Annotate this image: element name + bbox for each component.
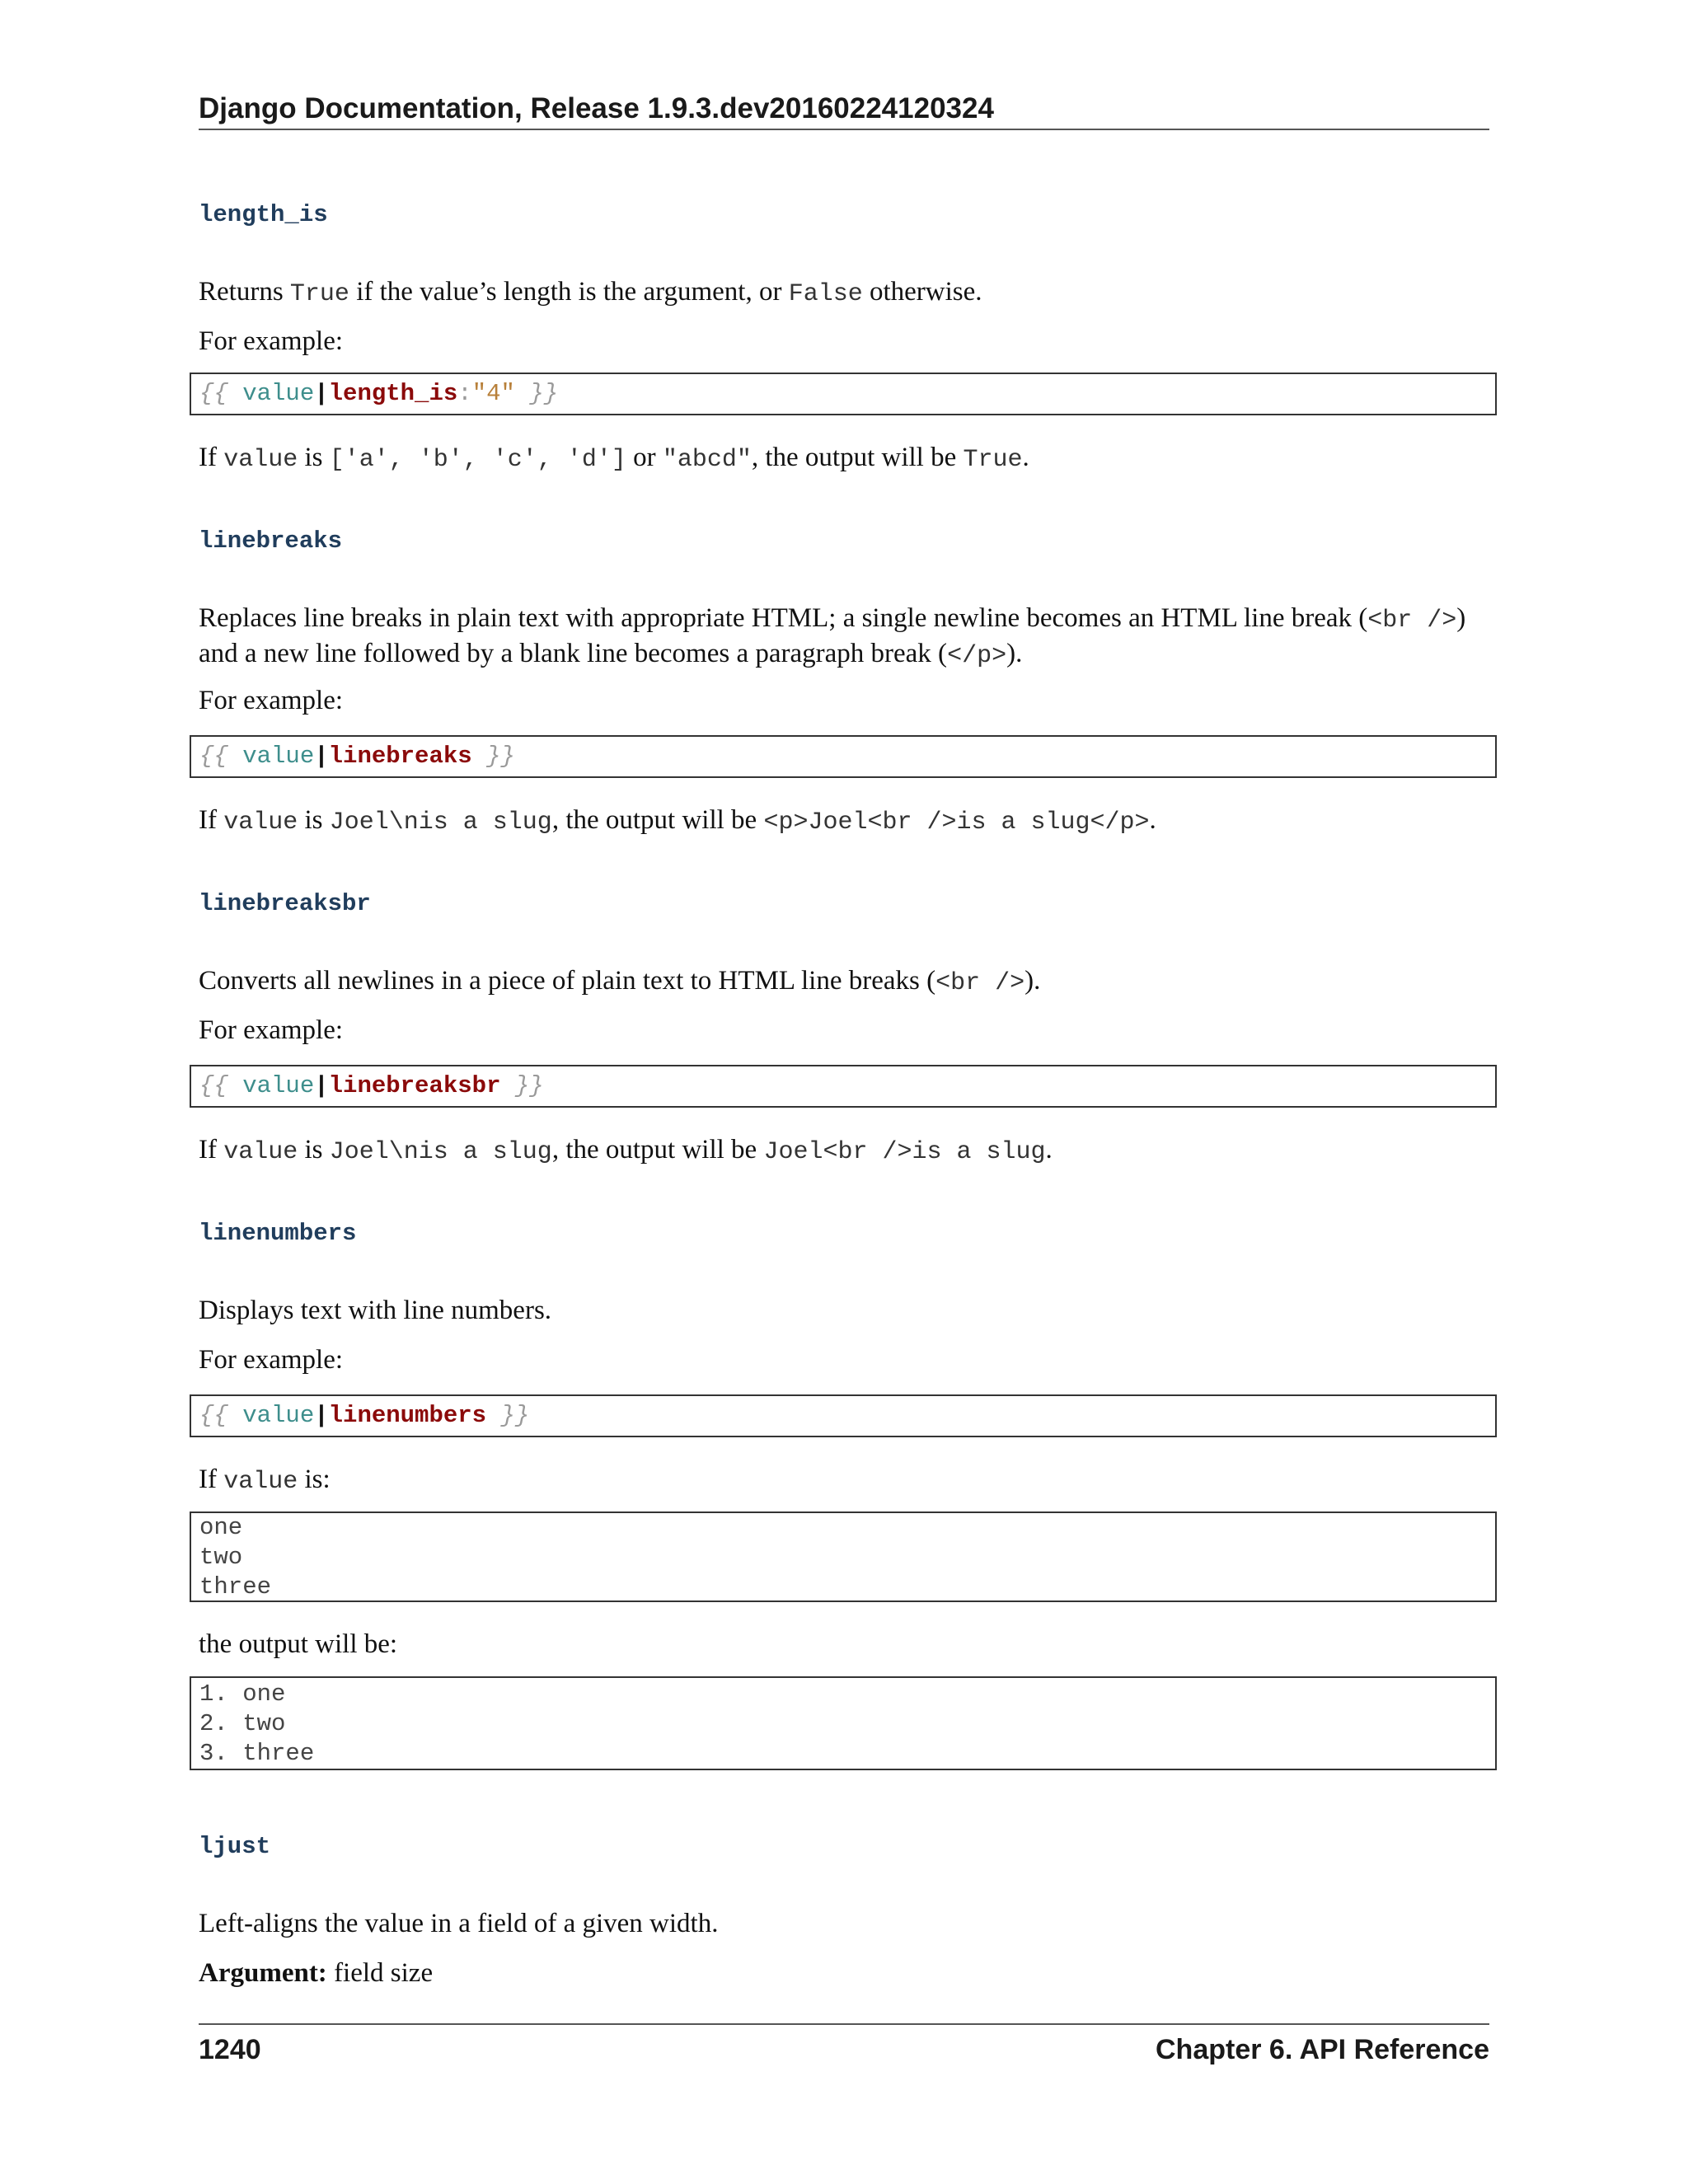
- linebreaksbr-for-example: For example:: [199, 1015, 344, 1045]
- chapter-title: Chapter 6. API Reference: [1156, 2034, 1489, 2065]
- linenumbers-code-block: {{ value|linenumbers }}: [190, 1394, 1497, 1437]
- section-heading-linenumbers: linenumbers: [199, 1220, 357, 1247]
- linenumbers-description: Displays text with line numbers.: [199, 1296, 552, 1325]
- page-header: Django Documentation, Release 1.9.3.dev20160224120324: [199, 92, 994, 124]
- ljust-argument: Argument: field size: [199, 1958, 434, 1988]
- length-is-description: Returns True if the value’s length is the argument, or False otherwise.: [199, 277, 982, 308]
- section-heading-linebreaksbr: linebreaksbr: [199, 890, 371, 917]
- linenumbers-for-example: For example:: [199, 1345, 344, 1375]
- output-line: 2. two: [199, 1710, 286, 1737]
- section-heading-ljust: ljust: [199, 1833, 271, 1860]
- page-number: 1240: [199, 2034, 261, 2065]
- length-is-code-block: {{ value|length_is:"4" }}: [190, 373, 1497, 415]
- linebreaks-result: If value is Joel\nis a slug, the output will be <p>Joel<br />is a slug</p>.: [199, 805, 1156, 837]
- linebreaks-code-block: {{ value|linebreaks }}: [190, 735, 1497, 778]
- linenumbers-output-block: [190, 1676, 1497, 1770]
- linebreaks-description: Replaces line breaks in plain text with appropriate HTML; a single newline becomes an HTML line break (<br />) and a new line followed by a blank line becomes a paragraph break (</p>).: [199, 603, 1466, 670]
- output-line: 1. one: [199, 1680, 286, 1708]
- linenumbers-if-value: If value is:: [199, 1465, 331, 1496]
- linenumbers-output-label: the output will be:: [199, 1629, 398, 1659]
- input-line: one: [199, 1514, 243, 1541]
- linebreaksbr-description: Converts all newlines in a piece of plain text to HTML line breaks (<br />).: [199, 966, 1041, 997]
- section-heading-linebreaks: linebreaks: [199, 527, 343, 555]
- linebreaks-for-example: For example:: [199, 686, 344, 715]
- length-is-for-example: For example:: [199, 326, 344, 356]
- length-is-result: If value is ['a', 'b', 'c', 'd'] or "abcd", the output will be True.: [199, 443, 1029, 474]
- section-heading-length-is: length_is: [199, 201, 328, 228]
- header-rule: [199, 129, 1489, 130]
- ljust-description: Left-aligns the value in a field of a given width.: [199, 1909, 719, 1938]
- input-line: two: [199, 1544, 243, 1571]
- linebreaksbr-result: If value is Joel\nis a slug, the output will be Joel<br />is a slug.: [199, 1135, 1053, 1166]
- footer-rule: [199, 2023, 1489, 2025]
- input-line: three: [199, 1573, 272, 1601]
- output-line: 3. three: [199, 1740, 315, 1767]
- linebreaksbr-code-block: {{ value|linebreaksbr }}: [190, 1065, 1497, 1108]
- linenumbers-input-block: [190, 1511, 1497, 1602]
